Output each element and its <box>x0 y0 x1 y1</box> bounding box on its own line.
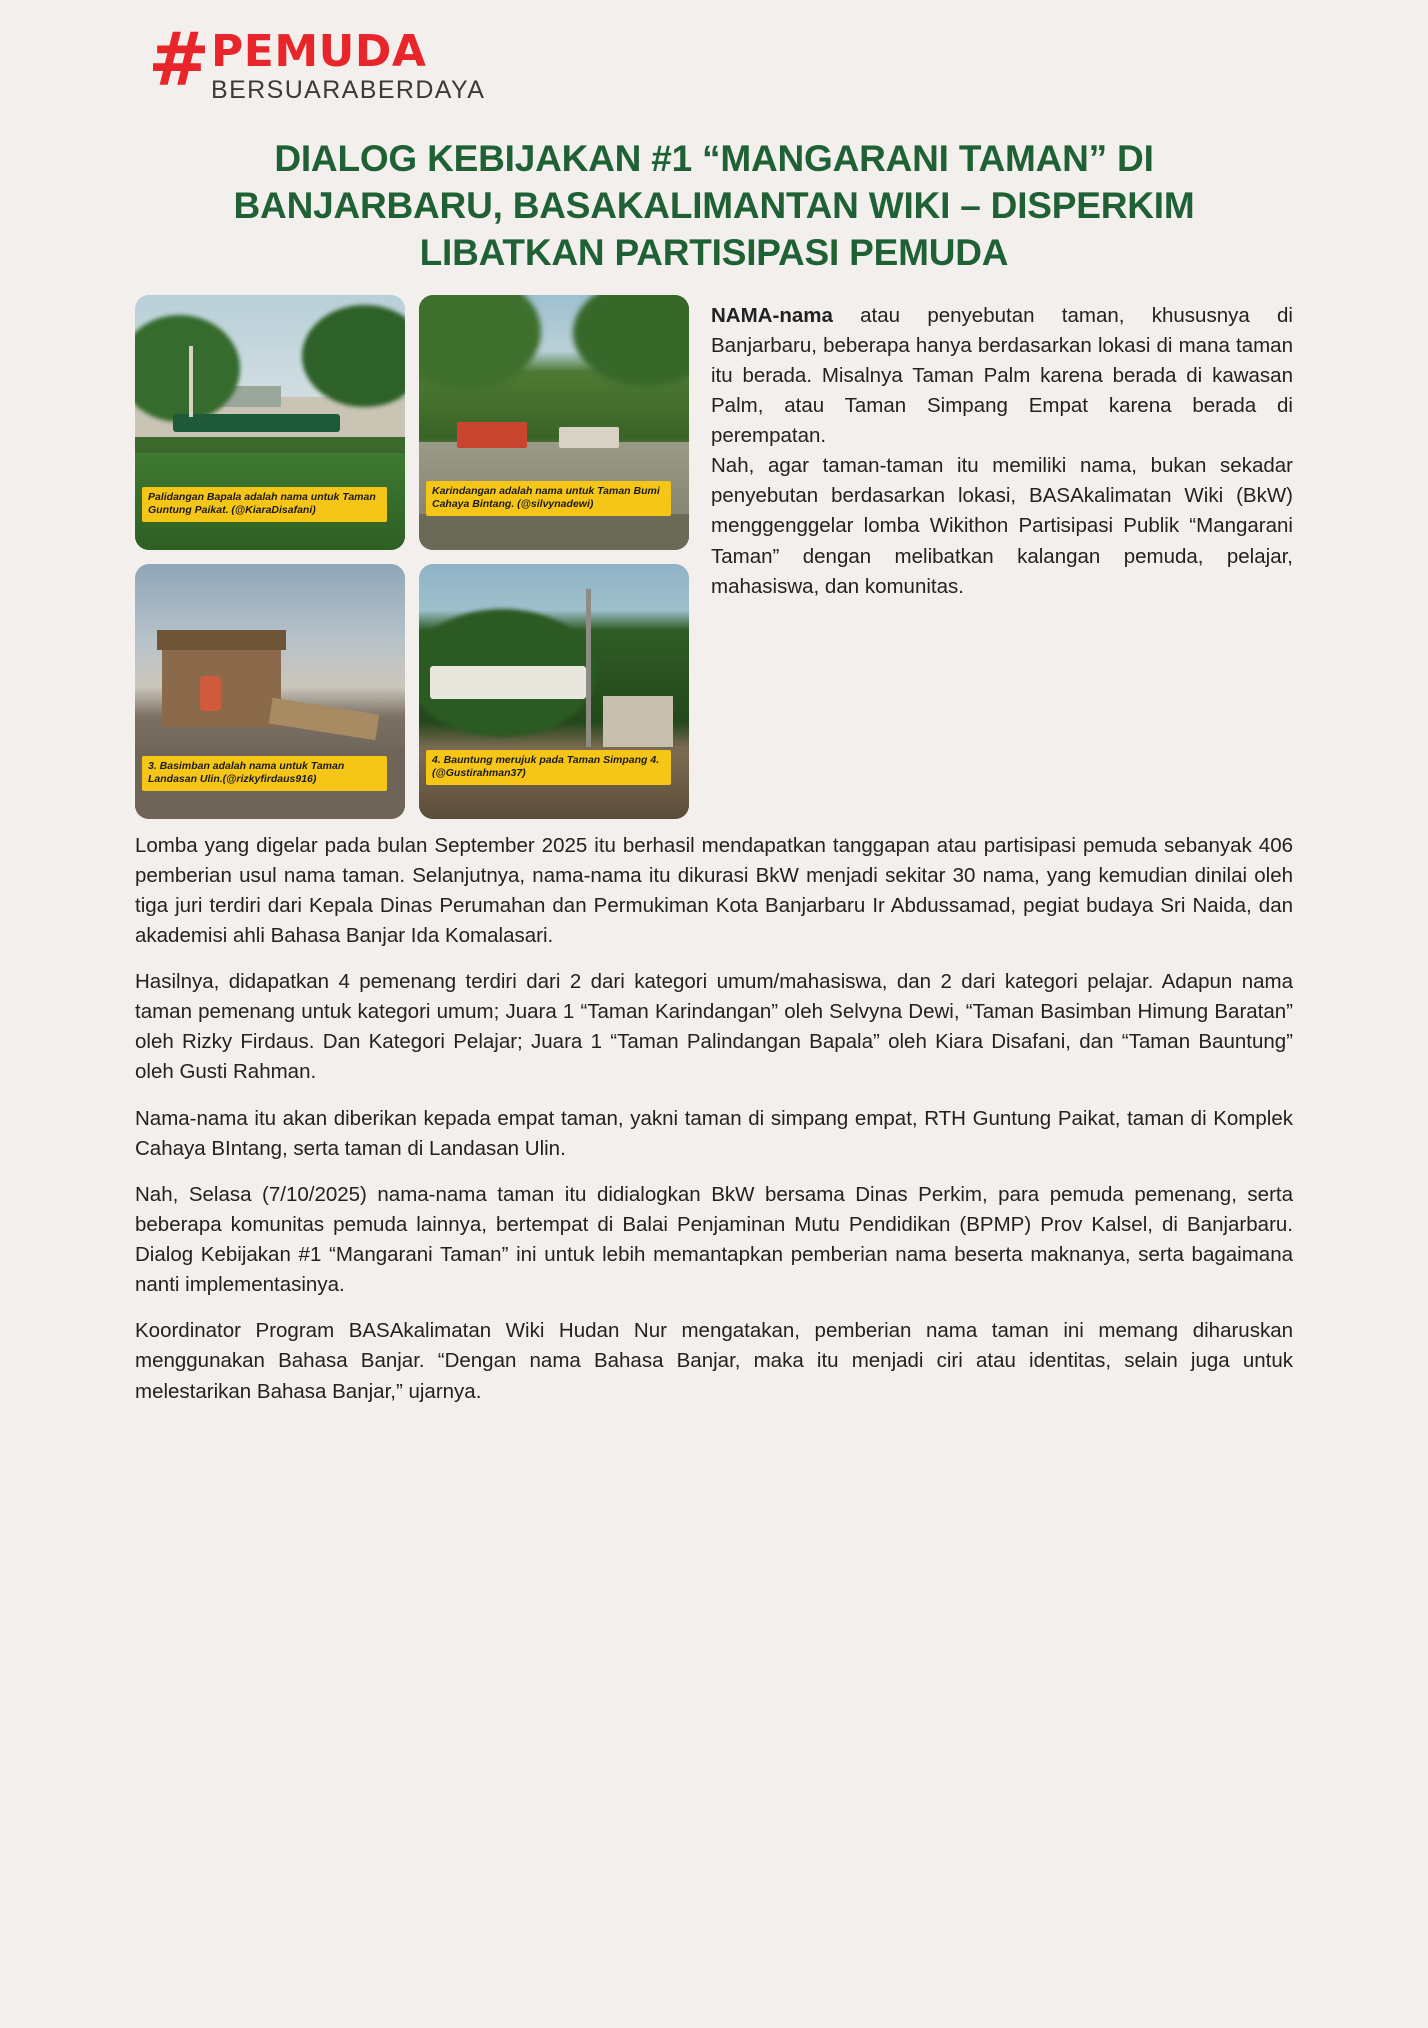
photo-taman-bumi-cahaya-bintang <box>419 295 689 550</box>
hashtag-icon: # <box>148 17 208 103</box>
article-body <box>135 831 1293 1407</box>
photo-taman-simpang-empat <box>419 564 689 819</box>
body-paragraph-3: Nama-nama itu akan diberikan kepada empat taman, yakni taman di simpang empat, RTH Guntung Paikat, taman di Komplek Cahaya BIntang, serta taman di Landasan Ulin. <box>135 1106 1293 1160</box>
body-paragraph-1: Lomba yang digelar pada bulan September 2025 itu berhasil mendapatkan tanggapan atau partisipasi pemuda sebanyak 406 pemberian usul nama taman. Selanjutnya, nama-nama itu dikurasi BkW menjadi sekitar 30 nama, yang kemudian dinilai oleh tiga juri terdiri dari Kepala Dinas Perumahan dan Permukiman Kota Banjarbaru Ir Abdussamad, pegiat budaya Sri Naida, dan akademisi ahli Bahasa Banjar Ida Komalasari. <box>135 833 1293 947</box>
photo-caption: 3. Basimban adalah nama untuk Taman Landasan Ulin.(@rizkyfirdaus916) <box>142 756 387 791</box>
photo-caption: Palidangan Bapala adalah nama untuk Taman Guntung Paikat. (@KiaraDisafani) <box>142 487 387 522</box>
body-paragraph-4: Nah, Selasa (7/10/2025) nama-nama taman itu didialogkan BkW bersama Dinas Perkim, para pemuda pemenang, serta beberapa komunitas pemuda lainnya, bertempat di Balai Penjaminan Mutu Pendidikan (BPMP) Prov Kalsel, di Banjarbaru. Dialog Kebijakan #1 “Mangarani Taman” ini untuk lebih memantapkan pemberian nama beserta maknanya, serta bagaimana nanti implementasinya. <box>135 1182 1293 1297</box>
body-paragraph-5: Koordinator Program BASAkalimatan Wiki Hudan Nur mengatakan, pemberian nama taman ini memang diharuskan menggunakan Bahasa Banjar. “Dengan nama Bahasa Banjar, maka itu menjadi ciri atau identitas, selain juga untuk melestarikan Bahasa Banjar,” ujarnya. <box>135 1319 1293 1403</box>
photo-grid <box>135 295 689 819</box>
intro-column <box>711 295 1293 616</box>
intro-paragraph-2: Nah, agar taman-taman itu memiliki nama, bukan sekadar penyebutan berdasarkan lokasi, BASAkalimatan Wiki (BkW) menggenggelar lomba Wikithon Partisipasi Publik “Mangarani Taman” dengan melibatkan kalangan pemuda, pelajar, mahasiswa, dan komunitas. <box>711 454 1293 598</box>
logo-name: PEMUDA <box>211 26 427 77</box>
intro-lead: NAMA-nama <box>711 303 833 327</box>
photo-caption: Karindangan adalah nama untuk Taman Bumi Cahaya Bintang. (@silvynadewi) <box>426 481 671 516</box>
photo-taman-landasan-ulin <box>135 564 405 819</box>
body-paragraph-2: Hasilnya, didapatkan 4 pemenang terdiri dari 2 dari kategori umum/mahasiswa, dan 2 dari kategori pelajar. Adapun nama taman pemenang untuk kategori umum; Juara 1 “Taman Karindangan” oleh Selvyna Dewi, “Taman Basimban Himung Baratan” oleh Rizky Firdaus. Dan Kategori Pelajar; Juara 1 “Taman Palindangan Bapala” oleh Kiara Disafani, dan “Taman Bauntung” oleh Gusti Rahman. <box>135 970 1293 1084</box>
top-block <box>135 295 1293 819</box>
intro-paragraph-1 <box>711 301 1293 452</box>
logo-tagline: BERSUARABERDAYA <box>211 76 486 104</box>
intro-rest: atau penyebutan taman, khususnya di Banjarbaru, beberapa hanya berdasarkan lokasi di mana taman itu berada. Misalnya Taman Palm karena berada di kawasan Palm, atau Taman Simpang Empat karena berada di perempatan. <box>711 303 1293 448</box>
photo-caption: 4. Bauntung merujuk pada Taman Simpang 4. (@Gustirahman37) <box>426 750 671 785</box>
photo-ruang-terbuka-hijau <box>135 295 405 550</box>
page-title: DIALOG KEBIJAKAN #1 “MANGARANI TAMAN” DI BANJARBARU, BASAKALIMANTAN WIKI – DISPERKIM LIBATKAN PARTISIPASI PEMUDA <box>233 137 1195 274</box>
brand-logo <box>148 17 1293 105</box>
